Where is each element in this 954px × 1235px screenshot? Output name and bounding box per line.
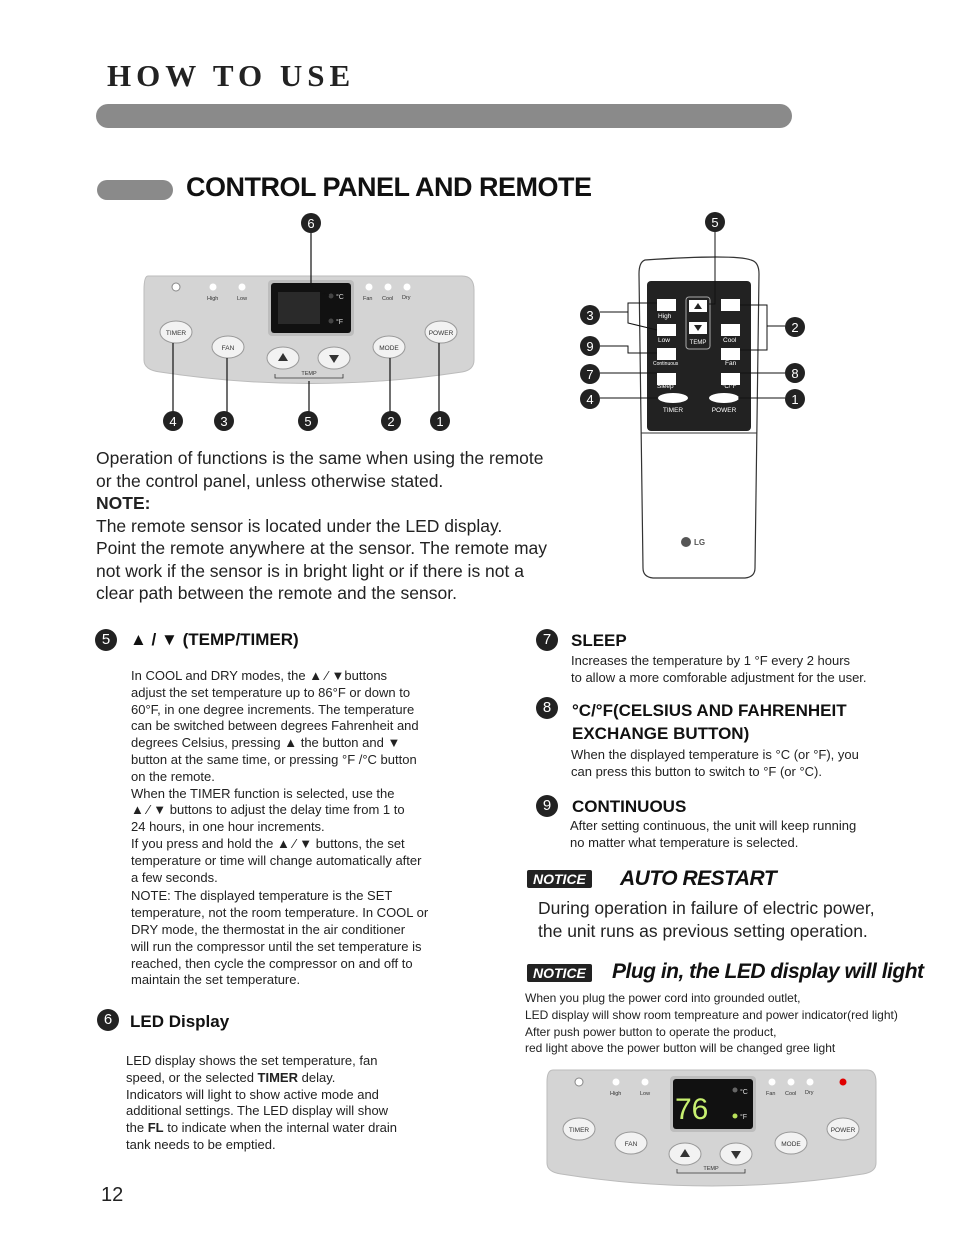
intro-paragraph xyxy=(96,447,596,605)
remote-temp-label: TEMP xyxy=(689,340,707,346)
down-arrow-icon: ▼ xyxy=(387,735,401,751)
remote-low-label: Low xyxy=(658,337,670,344)
sleep-body: Increases the temperature by 1 °F every 2 hours to allow a more comforable adjustment for the user. xyxy=(571,653,867,685)
svg-label: 1 xyxy=(436,414,444,429)
svg-label: 5 xyxy=(711,215,719,230)
cf-heading: °C/°F(CELSIUS AND FAHRENHEIT EXCHANGE BUTTON) xyxy=(572,701,847,743)
up-down-arrows-icon: ▲ ⁄ ▼ xyxy=(277,835,313,851)
note-line: Point the remote anywhere at the sensor. The remote may xyxy=(96,538,548,558)
section-number-8: 8 xyxy=(536,697,558,719)
svg-label: TIMER xyxy=(568,1127,590,1134)
section-pill xyxy=(97,180,173,200)
remote-continuous-label: Continuous xyxy=(653,361,679,367)
up-down-arrows-icon: ▲ ⁄ ▼ xyxy=(131,802,167,818)
note-line: not work if the sensor is in bright light or if there is not a xyxy=(96,560,524,581)
intro-line: or the control panel, unless otherwise stated. xyxy=(96,470,444,491)
svg-label: 6 xyxy=(307,216,315,231)
indicator-high-led xyxy=(210,284,217,291)
svg-label: Low xyxy=(640,1091,651,1097)
indicator-low-label: Low xyxy=(237,296,248,302)
remote-sleep-label: Sleep xyxy=(657,383,674,390)
svg-label: 8 xyxy=(791,366,799,381)
section-number-9: 9 xyxy=(536,795,558,817)
section-title: CONTROL PANEL AND REMOTE xyxy=(186,172,592,202)
svg-label: 4 xyxy=(169,414,177,429)
up-down-arrows-icon: ▲ ⁄ ▼ xyxy=(309,668,345,683)
note-line: clear path between the remote and the sensor. xyxy=(96,583,457,603)
remote-power-label: POWER xyxy=(711,407,737,414)
remote-illustration xyxy=(575,208,810,583)
notice-badge: NOTICE xyxy=(527,870,592,888)
svg-label: Dry xyxy=(805,1090,814,1096)
plug-in-title: Plug in, the LED display will light xyxy=(612,960,924,983)
remote-fan-label: Fan xyxy=(725,360,737,367)
remote-timer-button[interactable] xyxy=(658,393,688,403)
mode-dry-label: Dry xyxy=(402,295,411,301)
led-display-value: 76 xyxy=(675,1093,709,1126)
section-number-7: 7 xyxy=(536,629,558,651)
svg-label: POWER xyxy=(830,1127,856,1134)
timer-button-label: TIMER xyxy=(165,330,187,337)
section-number-5: 5 xyxy=(95,629,117,651)
indicator-low-led xyxy=(239,284,246,291)
down-arrow-icon: ▼ xyxy=(161,630,178,649)
lg-logo-icon xyxy=(681,537,691,547)
svg-label: 4 xyxy=(586,392,594,407)
led-body: LED display shows the set temperature, fan speed, or the selected TIMER delay. Indicators will light to show active mode and additional settings. The LED display will show the FL to indicate when the internal water drain tank needs to be emptied. xyxy=(126,1053,398,1152)
svg-label: TEMP xyxy=(703,1166,719,1172)
led-heading: LED Display xyxy=(130,1012,230,1031)
mode-button-label: MODE xyxy=(379,345,399,352)
svg-label: High xyxy=(610,1091,622,1097)
svg-label: 1 xyxy=(791,392,799,407)
page-number: 12 xyxy=(101,1184,124,1206)
svg-label: 5 xyxy=(304,414,312,429)
up-arrow-icon: ▲ xyxy=(284,735,298,751)
unit-f-label: °F xyxy=(336,319,344,326)
svg-label: Cool xyxy=(785,1091,797,1097)
temp-label: TEMP xyxy=(301,371,317,377)
remote-power-button[interactable] xyxy=(709,393,739,403)
svg-label: Fan xyxy=(766,1091,776,1097)
section-number-6: 6 xyxy=(97,1009,119,1031)
up-arrow-icon: ▲ xyxy=(130,630,147,649)
remote-timer-label: TIMER xyxy=(662,407,684,414)
remote-high-label: High xyxy=(658,313,672,320)
note-label: NOTE: xyxy=(96,493,151,513)
sleep-heading: SLEEP xyxy=(571,631,627,650)
sensor-icon xyxy=(172,283,180,291)
remote-cf-label: °C/°F xyxy=(722,384,737,390)
svg-label: 7 xyxy=(586,367,594,382)
svg-label: 3 xyxy=(220,414,228,429)
mode-fan-label: Fan xyxy=(363,296,373,302)
svg-label: 9 xyxy=(586,339,594,354)
notice-badge: NOTICE xyxy=(527,964,592,982)
remote-brand-label: LG xyxy=(694,538,706,547)
intro-line: Operation of functions is the same when using the remote xyxy=(96,448,544,468)
header-bar xyxy=(96,104,792,128)
plug-in-body: When you plug the power cord into grounded outlet, LED display will show room tempreature and power indicator(red light) After push power button to operate the product, red light above the power button will be changed gree light xyxy=(525,991,898,1056)
svg-label: 3 xyxy=(586,308,594,323)
continuous-heading: CONTINUOUS xyxy=(572,797,687,816)
cf-body: When the displayed temperature is °C (or °F), you can press this button to switch to °F (or °C). xyxy=(571,747,859,779)
power-button-label: POWER xyxy=(428,330,454,337)
svg-label: 2 xyxy=(387,414,395,429)
remote-cool-label: Cool xyxy=(723,337,737,344)
page-header-title: HOW TO USE xyxy=(107,58,356,93)
control-panel-illustration xyxy=(140,210,480,435)
svg-label: °C xyxy=(740,1089,748,1096)
fahrenheit-indicator-led xyxy=(733,1114,738,1119)
temp-timer-body: In COOL and DRY modes, the ▲ ⁄ ▼buttons adjust the set temperature up to 86°F or down to 60°F, in one degree increments. The temperature can be switched between degrees Fahrenheit and degrees Celsius, pressing ▲ the button and ▼ button at the same time, or pressing °F /°C button on the remote. When the TIMER function is selected, use the ▲ ⁄ ▼ buttons to adjust the delay time from 1 to 24 hours, in one hour increments. If you press and hold the ▲ ⁄ ▼ buttons, the set temperature or time will change automatically after a few seconds. NOTE: The displayed temperature is the SET temperature, not the room temperature. In COOL or DRY mode, the thermostat in the air conditioner will run the compressor until the set temperature is reached, then cycle the compressor on and off to maintain the set temperature. xyxy=(131,668,429,988)
temp-timer-heading: ▲ / ▼ (TEMP/TIMER) xyxy=(130,630,299,649)
svg-label: °F xyxy=(740,1114,748,1121)
svg-label: FAN xyxy=(624,1141,638,1148)
auto-restart-body: During operation in failure of electric power, the unit runs as previous setting operation. xyxy=(538,898,875,941)
fan-button-label: FAN xyxy=(221,345,235,352)
unit-c-label: °C xyxy=(336,294,344,301)
mode-cool-label: Cool xyxy=(382,296,394,302)
control-panel-lit-illustration xyxy=(545,1068,880,1193)
note-line: The remote sensor is located under the LED display. xyxy=(96,515,503,536)
power-indicator-red-led xyxy=(840,1079,847,1086)
svg-label: MODE xyxy=(781,1141,801,1148)
svg-label: 2 xyxy=(791,320,799,335)
indicator-high-label: High xyxy=(207,296,219,302)
continuous-body: After setting continuous, the unit will keep running no matter what temperature is selected. xyxy=(570,818,857,850)
auto-restart-title: AUTO RESTART xyxy=(620,867,777,890)
